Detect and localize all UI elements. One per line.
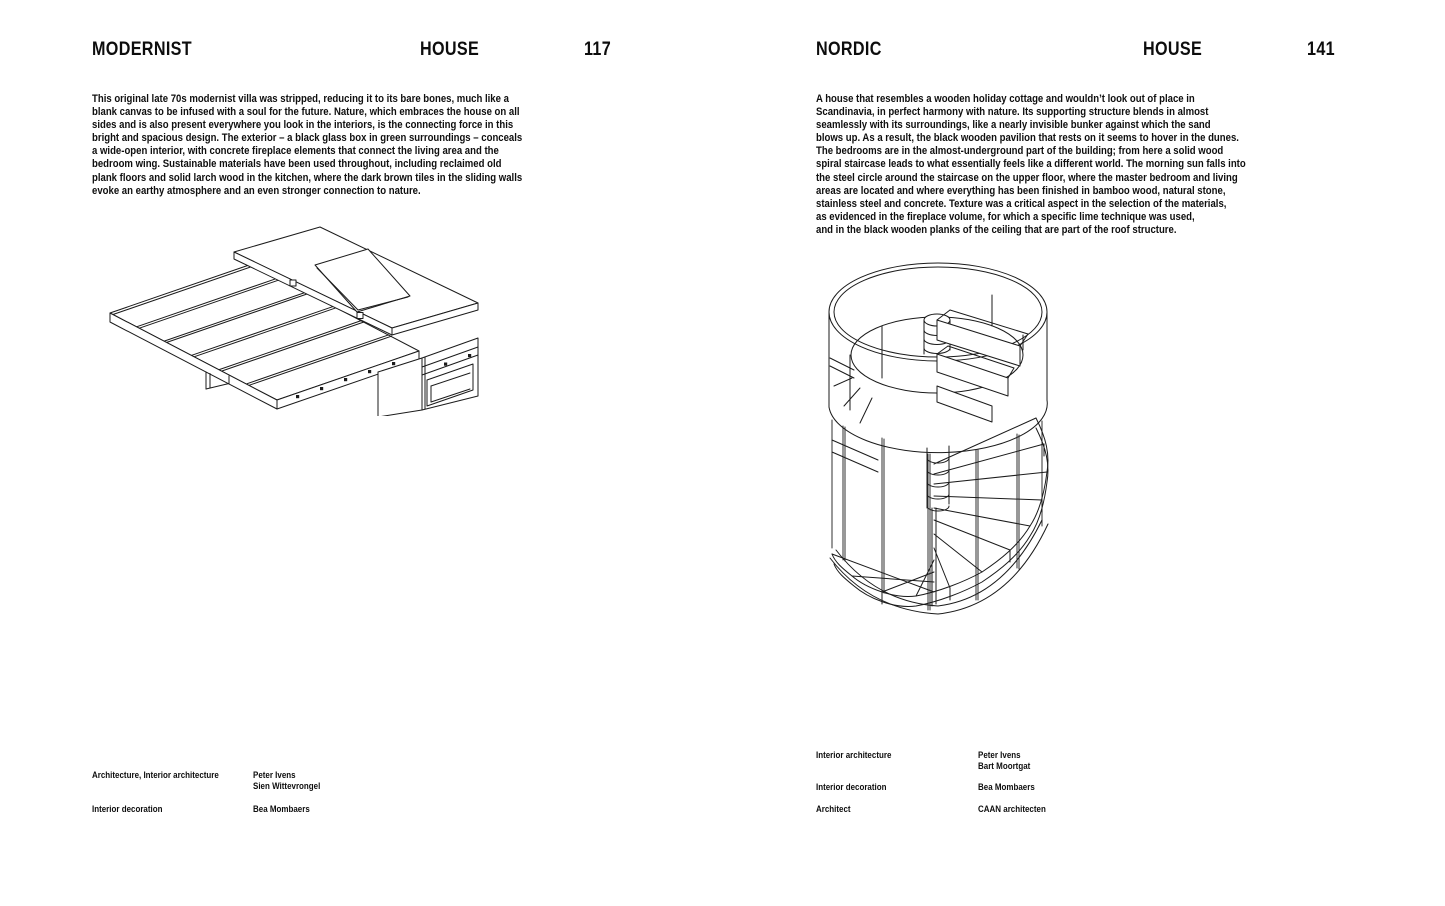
- credit-names: Bea Mombaers: [253, 804, 310, 815]
- credit-role: Architect: [816, 804, 851, 815]
- project-description: A house that resembles a wooden holiday cottage and wouldn’t look out of place in Scandinavia, in perfect harmony with nature. Its supporting structure blends in almost seamlessly with its surroundings, like a nearly invisible bunker against which the sand blows up. As a result, the black wooden pavilion that rests on it seems to hover in the dunes. The bedrooms are in the almost-underground part of the building; from here a solid wood spiral staircase leads to what essentially feels like a different world. The morning sun falls into the steel circle around the staircase on the upper floor, where the master bedroom and living areas are located and where everything has been finished in bamboo wood, natural stone, stainless steel and concrete. Texture was a critical aspect in the selection of the materials, as evidenced in the fireplace volume, for which a specific lime technique was used, and in the black wooden planks of the ceiling that are part of the roof structure.: [816, 93, 1246, 236]
- credit-role: Architecture, Interior architecture: [92, 770, 219, 781]
- page-title: NORDIC: [816, 39, 882, 60]
- credit-role: Interior decoration: [92, 804, 163, 815]
- credit-names: CAAN architecten: [978, 804, 1046, 815]
- balusters: [832, 420, 1042, 610]
- project-description: This original late 70s modernist villa was stripped, reducing it to its bare bones, much like a blank canvas to be infused with a soul for the future. Nature, which embraces the house on all sides and is also present everywhere you look in the interiors, is the connecting force in this bright and spacious design. The exterior – a black glass box in green surroundings – conceals a wide-open interior, with concrete fireplace elements that connect the living area and the bedroom wing. Sustainable materials have been used throughout, including reclaimed old plank floors and solid larch wood in the kitchen, where the dark brown tiles in the sliding walls evoke an earthy atmosphere and an even stronger connection to nature.: [92, 93, 523, 197]
- page-category: HOUSE: [420, 39, 480, 60]
- page-title: MODERNIST: [92, 39, 192, 60]
- table-drawing: [104, 226, 484, 416]
- staircase-drawing: [820, 258, 1056, 618]
- credit-names: Peter Ivens Bart Moortgat: [978, 750, 1031, 772]
- page-number: 117: [584, 39, 612, 60]
- credit-role: Interior architecture: [816, 750, 892, 761]
- credit-role: Interior decoration: [816, 782, 887, 793]
- drum-treads: [937, 310, 1028, 422]
- page-number: 141: [1307, 39, 1335, 60]
- credit-names: Bea Mombaers: [978, 782, 1035, 793]
- drum-interior: [830, 295, 1023, 423]
- page-category: HOUSE: [1143, 39, 1203, 60]
- credit-names: Peter Ivens Sien Wittevrongel: [253, 770, 321, 792]
